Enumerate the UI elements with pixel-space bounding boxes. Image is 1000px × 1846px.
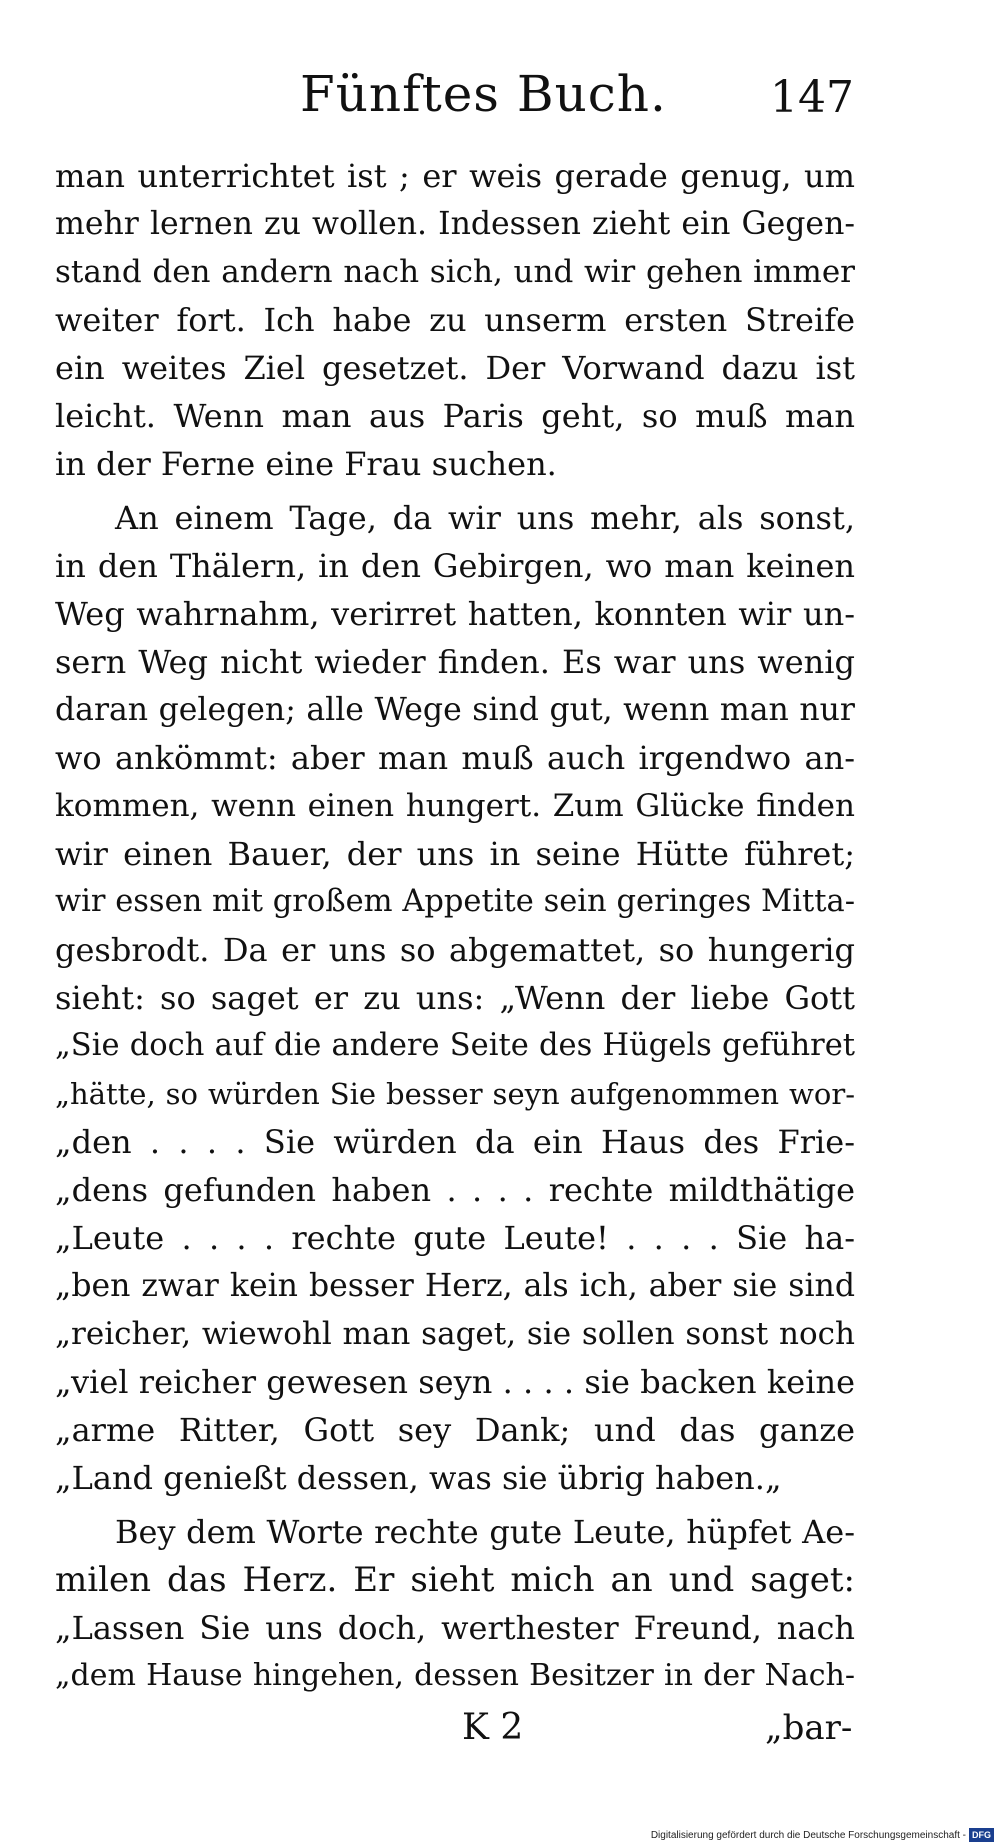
catchword: „bar- (765, 1708, 853, 1748)
dfg-logo: DFG (969, 1828, 994, 1842)
text-line: „Leute . . . . rechte gute Leute! . . . . Sie ha- (55, 1219, 855, 1257)
signature-mark: K 2 (462, 1707, 524, 1748)
text-line: „Land genießt dessen, was sie übrig haben.„ (55, 1459, 782, 1497)
text-line: wir einen Bauer, der uns in seine Hütte führet; (55, 835, 855, 873)
text-line: daran gelegen; alle Wege sind gut, wenn man nur (55, 692, 855, 728)
running-title: Fünftes Buch. (300, 65, 667, 123)
page-number: 147 (770, 72, 854, 123)
text-line: wo ankömmt: aber man muß auch irgendwo an- (55, 739, 855, 777)
page-footer (0, 1700, 1000, 1760)
text-line: sern Weg nicht wieder finden. Es war uns wenig (55, 643, 855, 681)
body-text (55, 152, 855, 1700)
text-line: „den . . . . Sie würden da ein Haus des Frie- (55, 1123, 855, 1161)
paragraph-start-line: Bey dem Worte rechte gute Leute, hüpfet Ae- (115, 1513, 855, 1551)
text-line: weiter fort. Ich habe zu unserm ersten Streife (55, 301, 855, 339)
text-line: wir essen mit großem Appetite sein geringes Mitta- (55, 884, 855, 919)
text-line: „dens gefunden haben . . . . rechte mildthätige (55, 1171, 855, 1209)
text-line: „viel reicher gewesen seyn . . . . sie backen keine (55, 1363, 855, 1401)
text-line: „arme Ritter, Gott sey Dank; und das ganze (55, 1411, 855, 1449)
text-line: „hätte, so würden Sie besser seyn aufgenommen wor- (55, 1077, 855, 1111)
text-line: ein weites Ziel gesetzet. Der Vorwand dazu ist (55, 349, 855, 387)
text-line: man unterrichtet ist ; er weis gerade genug, um (55, 157, 855, 195)
page-header (0, 58, 1000, 128)
text-line: gesbrodt. Da er uns so abgemattet, so hungerig (55, 931, 855, 969)
text-line: in den Thälern, in den Gebirgen, wo man keinen (55, 547, 855, 585)
text-line: milen das Herz. Er sieht mich an und saget: (55, 1560, 855, 1600)
text-line: in der Ferne eine Frau suchen. (55, 445, 557, 483)
credit-text: Digitalisierung gefördert durch die Deutsche Forschungsgemeinschaft - (650, 1830, 966, 1841)
text-line: „reicher, wiewohl man saget, sie sollen sonst noch (55, 1316, 855, 1352)
text-line: „ben zwar kein besser Herz, als ich, aber sie sind (55, 1268, 855, 1304)
text-line: leicht. Wenn man aus Paris geht, so muß man (55, 397, 855, 435)
text-line: mehr lernen zu wollen. Indessen zieht ein Gegen- (55, 206, 855, 242)
text-line: Weg wahrnahm, verirret hatten, konnten wir un- (55, 595, 855, 633)
text-line: stand den andern nach sich, und wir gehen immer (55, 254, 855, 290)
paragraph-start-line: An einem Tage, da wir uns mehr, als sonst, (115, 499, 855, 537)
text-line: kommen, wenn einen hungert. Zum Glücke finden (55, 788, 855, 824)
text-line: sieht: so saget er zu uns: „Wenn der liebe Gott (55, 979, 855, 1017)
text-line: „dem Hause hingehen, dessen Besitzer in der Nach- (55, 1658, 855, 1693)
text-line: „Sie doch auf die andere Seite des Hügels geführet (55, 1028, 855, 1063)
text-line: „Lassen Sie uns doch, werthester Freund, nach (55, 1609, 855, 1647)
digitization-credit (651, 1828, 994, 1844)
